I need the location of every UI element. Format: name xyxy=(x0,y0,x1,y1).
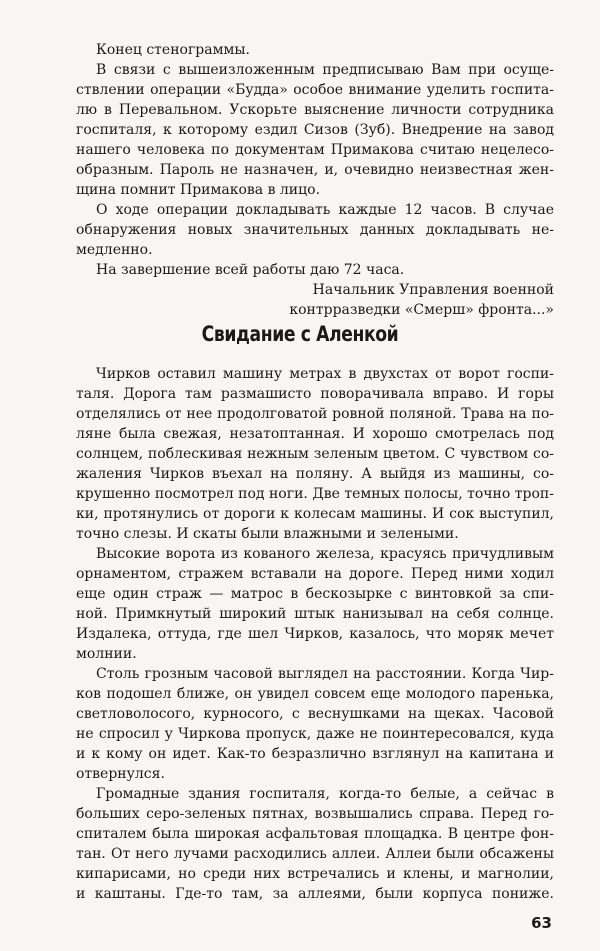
text-line: ствлении операции «Будда» особое внимание уделить госпита- xyxy=(76,82,554,98)
text-line: тан. От него лучами расходились аллеи. Аллеи были обсажены xyxy=(76,846,554,862)
text-line: ной. Примкнутый широкий штык нанизывал на себя солнце. xyxy=(76,606,554,622)
text-line: точно слезы. И скаты были влажными и зелеными. xyxy=(76,526,459,542)
text-line: отделялись от нее продолговатой ровной поляной. Трава на по- xyxy=(76,406,554,422)
text-line: жаления Чирков въехал на поляну. А выйдя из машины, со- xyxy=(76,466,554,482)
text-line: ков подошел ближе, он увидел совсем еще молодого паренька, xyxy=(76,686,554,702)
text-line: госпиталя, к которому ездил Сизов (Зуб). Внедрение на завод xyxy=(76,122,554,138)
text-line: В связи с вышеизложенным предписываю Вам при осуще- xyxy=(96,62,554,78)
signature-line: Начальник Управления военной xyxy=(312,282,554,298)
text-line: молнии. xyxy=(76,646,137,662)
text-line: обнаружения новых значительных данных докладывать не- xyxy=(76,222,554,238)
text-line: Конец стенограммы. xyxy=(96,42,250,58)
text-line: еще один страж — матрос в бескозырке с винтовкой за спи- xyxy=(76,586,554,602)
document-excerpt xyxy=(76,40,554,320)
text-line: О ходе операции докладывать каждые 12 часов. В случае xyxy=(96,202,554,218)
text-line: не спросил у Чиркова пропуск, даже не поинтересовался, куда xyxy=(76,726,554,742)
text-line: ки, протянулись от дороги к колесам машины. И сок выступил, xyxy=(76,506,554,522)
signature-line: контрразведки «Смерш» фронта...» xyxy=(289,302,554,318)
text-line: и к кому он идет. Как-то безразлично взглянул на капитана и xyxy=(76,746,554,762)
text-line: лю в Перевальном. Ускорьте выяснение личности сотрудника xyxy=(76,102,554,118)
text-line: крушенно посмотрел под ноги. Две темных полосы, точно троп- xyxy=(76,486,554,502)
text-line: орнаментом, стражем вставали на дороге. Перед ними ходил xyxy=(76,566,554,582)
text-line: отвернулся. xyxy=(76,766,165,782)
text-line: медленно. xyxy=(76,242,153,258)
text-line: щина помнит Примакова в лицо. xyxy=(76,182,321,198)
text-line: и каштаны. Где-то там, за аллеями, были корпуса пониже. xyxy=(76,886,554,902)
text-line: Издалека, оттуда, где шел Чирков, казалось, что моряк мечет xyxy=(76,626,554,642)
text-line: кипарисами, но среди них встречались и клены, и магнолии, xyxy=(76,866,554,882)
text-line: Высокие ворота из кованого железа, красуясь причудливым xyxy=(96,546,554,562)
text-line: На завершение всей работы даю 72 часа. xyxy=(96,262,405,278)
chapter-body xyxy=(76,364,554,904)
text-line: больших серо-зеленых пятнах, возвышались справа. Перед го- xyxy=(76,806,554,822)
text-line: таля. Дорога там размашисто поворачивала вправо. И горы xyxy=(76,386,554,402)
text-line: нашего человека по документам Примакова считаю нецелесо- xyxy=(76,142,554,158)
text-line: солнцем, поблескивая нежным зеленым цветом. С чувством со- xyxy=(76,446,554,462)
text-line: образным. Пароль не назначен, и, очевидно неизвестная жен- xyxy=(76,162,554,178)
text-line: Чирков оставил машину метрах в двухстах от ворот госпи- xyxy=(96,366,554,382)
text-line: светловолосого, курносого, с веснушками на щеках. Часовой xyxy=(76,706,554,722)
text-line: ляне была свежая, незатоптанная. И хорошо смотрелась под xyxy=(76,426,554,442)
text-line: Столь грозным часовой выглядел на расстоянии. Когда Чир- xyxy=(96,666,554,682)
chapter-title: Свидание с Аленкой xyxy=(201,322,399,346)
text-line: Громадные здания госпиталя, когда-то белые, а сейчас в xyxy=(96,786,554,802)
page-number: 63 xyxy=(531,914,552,932)
text-line: спиталем была широкая асфальтовая площадка. В центре фон- xyxy=(76,826,554,842)
